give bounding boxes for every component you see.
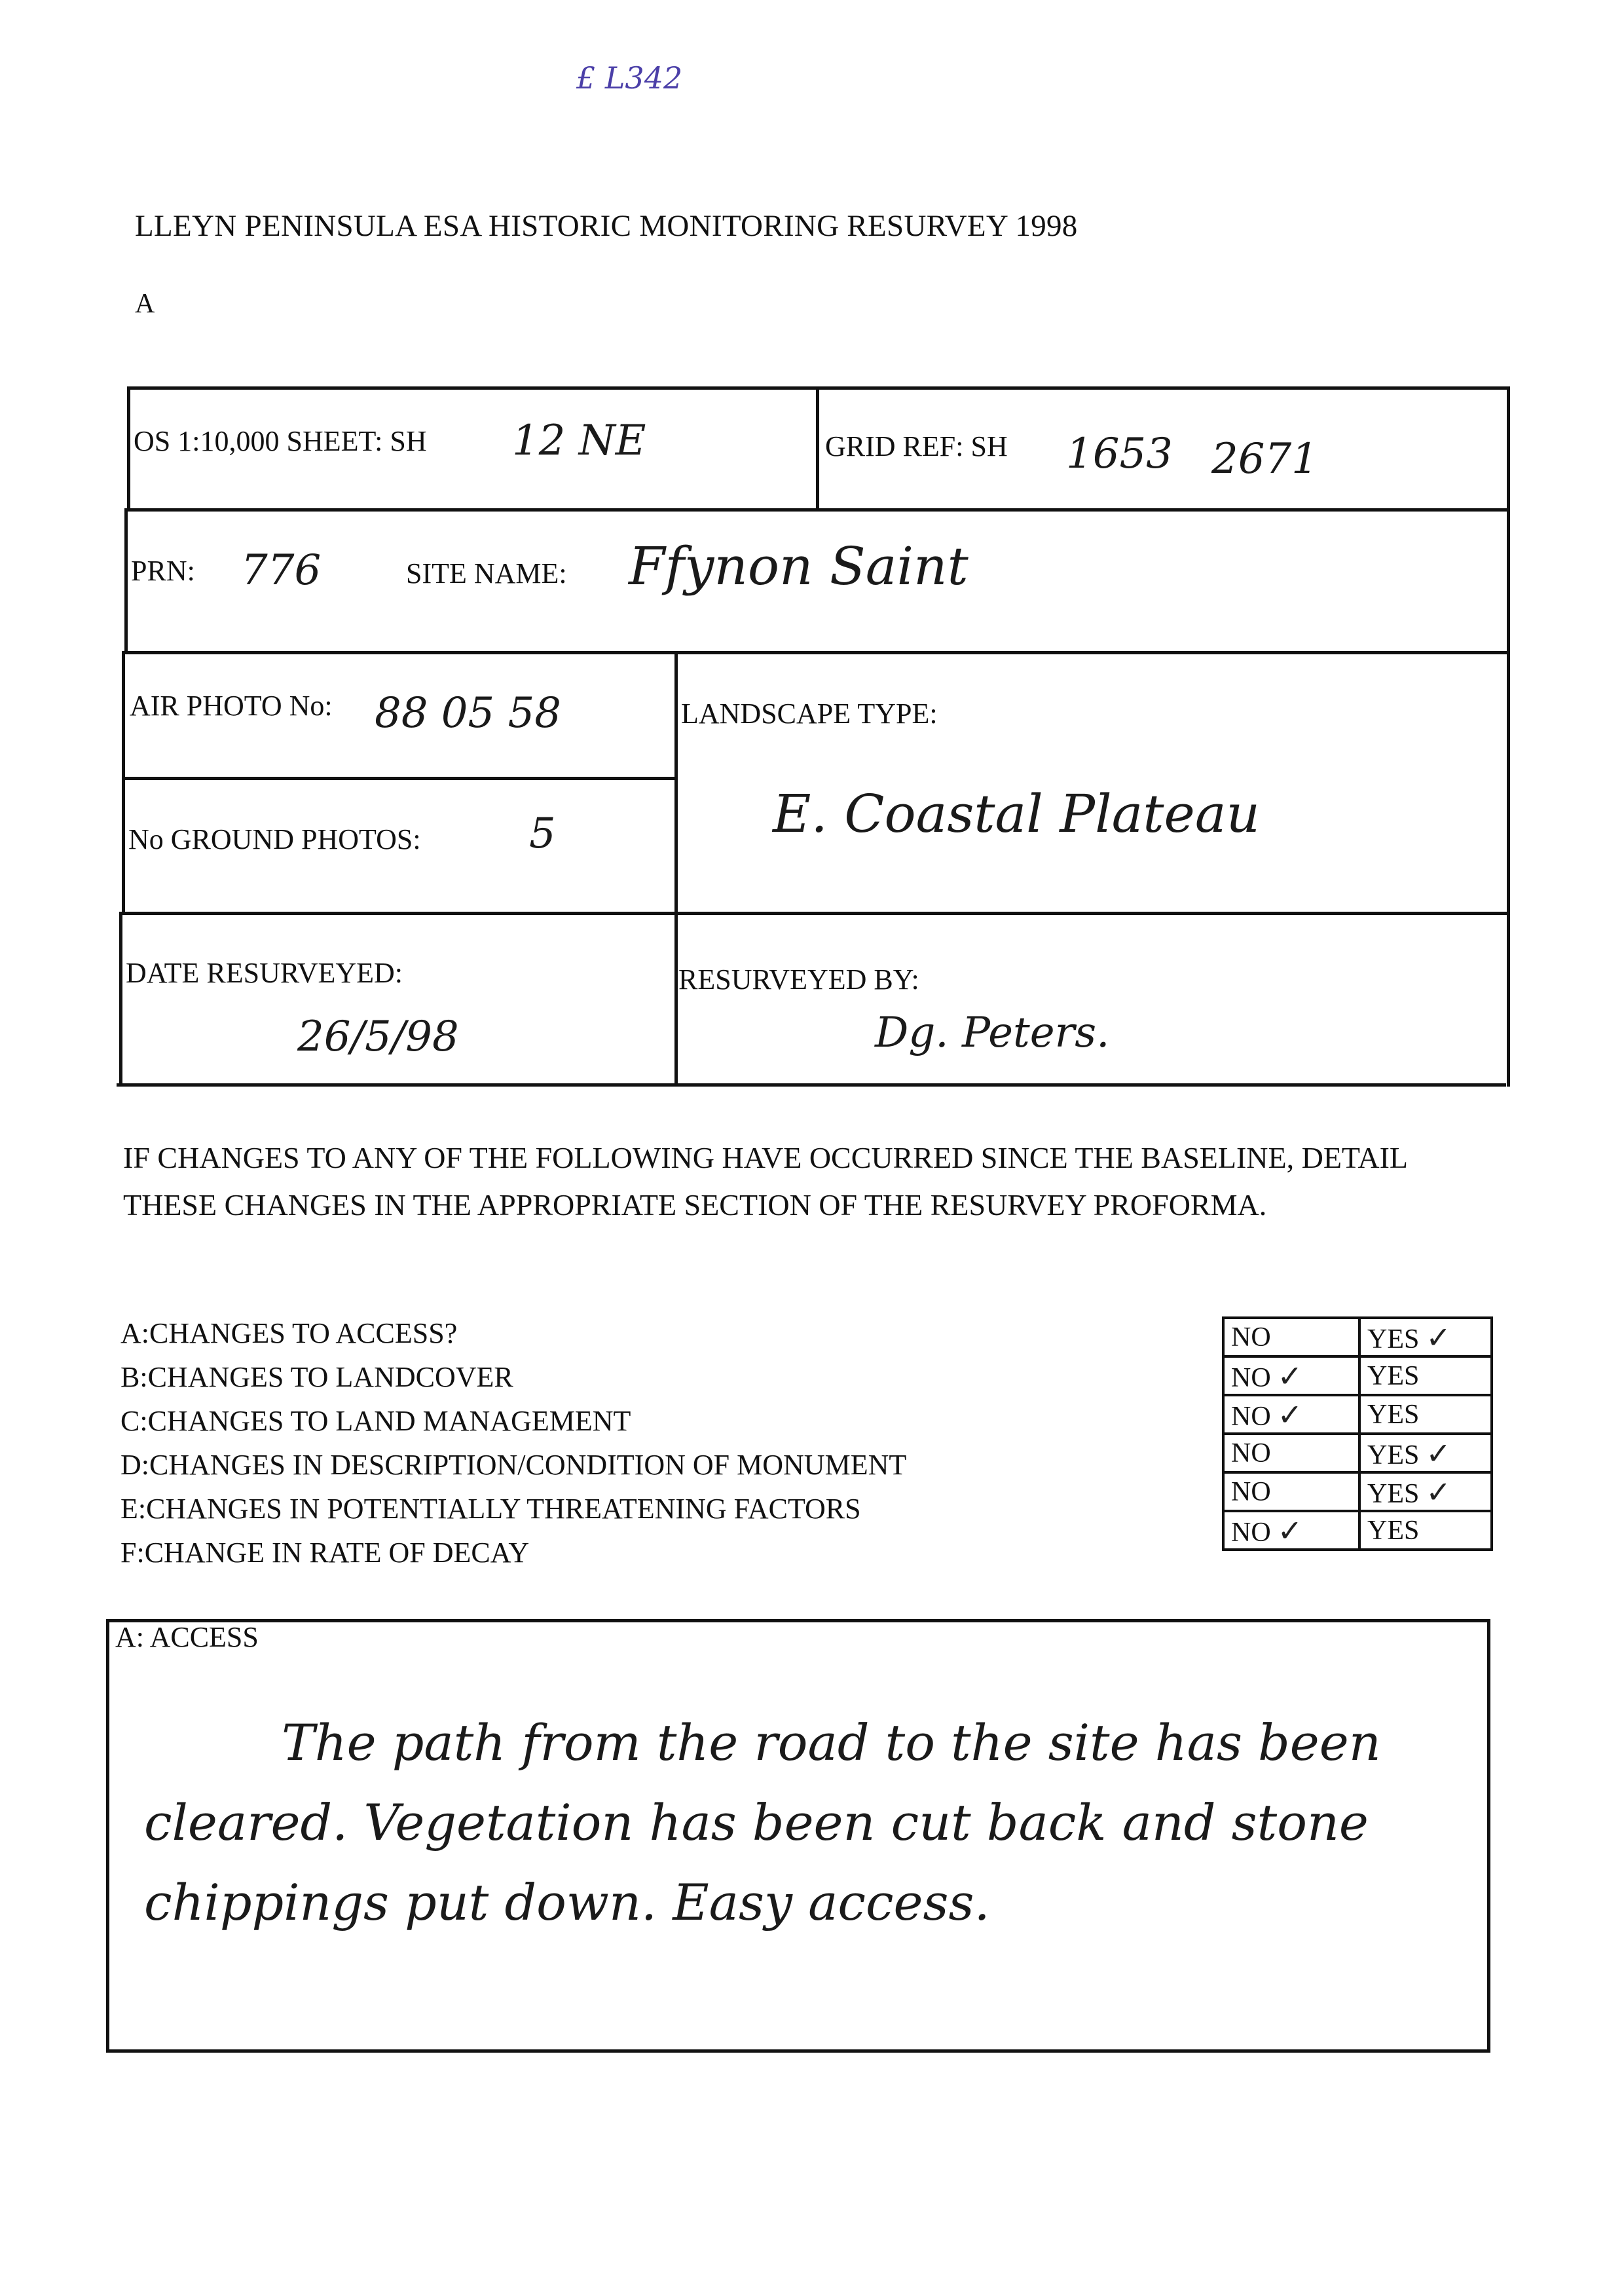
rule — [124, 508, 128, 654]
rule — [122, 777, 677, 780]
grid-ref-easting: 1653 — [1066, 430, 1173, 478]
change-questions-list — [120, 1311, 906, 1575]
question-threatening-factors: E:CHANGES IN POTENTIALLY THREATENING FACTORS — [120, 1493, 861, 1525]
grid-ref-label: GRID REF: SH — [825, 430, 1008, 462]
no-label: NO — [1231, 1517, 1271, 1548]
landscape-type-label: LANDSCAPE TYPE: — [681, 698, 938, 730]
yes-label: YES — [1367, 1478, 1420, 1509]
rule — [119, 912, 122, 1085]
access-notes-text: The path from the road to the site has been cleared. Vegetation has been cut back and stone chippings put down. Easy access. — [144, 1713, 1381, 1931]
no-cell[interactable] — [1223, 1472, 1359, 1511]
rule — [119, 912, 1510, 915]
no-label: NO — [1231, 1362, 1271, 1393]
answer-row — [1223, 1472, 1492, 1511]
no-label: NO — [1231, 1401, 1271, 1432]
yes-cell[interactable] — [1359, 1395, 1492, 1434]
answer-row — [1223, 1434, 1492, 1472]
prn-label: PRN: — [131, 555, 195, 587]
rule — [127, 386, 130, 511]
yes-cell[interactable] — [1359, 1511, 1492, 1550]
question-description-condition: D:CHANGES IN DESCRIPTION/CONDITION OF MONUMENT — [120, 1449, 907, 1481]
yes-label: YES — [1367, 1324, 1420, 1354]
no-label: NO — [1231, 1476, 1271, 1507]
landscape-type-value: E. Coastal Plateau — [773, 783, 1261, 844]
checkmark-icon: ✓ — [1277, 1396, 1303, 1432]
resurveyed-by-label: RESURVEYED BY: — [678, 963, 919, 996]
air-photo-label: AIR PHOTO No: — [130, 690, 333, 722]
rule — [674, 651, 678, 1086]
question-access: A:CHANGES TO ACCESS? — [120, 1317, 458, 1349]
yes-cell[interactable] — [1359, 1434, 1492, 1472]
date-resurveyed-value: 26/5/98 — [297, 1013, 459, 1061]
air-photo-value: 88 05 58 — [375, 689, 561, 737]
no-cell[interactable] — [1223, 1356, 1359, 1395]
ground-photos-label: No GROUND PHOTOS: — [128, 823, 421, 855]
yes-no-answer-table — [1222, 1316, 1493, 1551]
instructions-paragraph: IF CHANGES TO ANY OF THE FOLLOWING HAVE OCCURRED SINCE THE BASELINE, DETAIL THESE CHANGES IN THE APPROPRIATE SECTION OF THE RESURVEY PROFORMA. — [123, 1141, 1407, 1222]
no-label: NO — [1231, 1438, 1271, 1468]
question-rate-of-decay: F:CHANGE IN RATE OF DECAY — [120, 1537, 530, 1569]
answer-row — [1223, 1511, 1492, 1550]
form-letter: A — [135, 289, 155, 319]
site-name-value: Ffynon Saint — [629, 536, 969, 597]
resurveyed-by-value: Dg. Peters. — [875, 1009, 1110, 1057]
prn-value: 776 — [241, 546, 322, 595]
os-sheet-value: 12 NE — [512, 417, 646, 465]
yes-label: YES — [1367, 1440, 1420, 1470]
checkmark-icon: ✓ — [1277, 1512, 1303, 1548]
access-section-label: A: ACCESS — [115, 1621, 259, 1653]
no-label: NO — [1231, 1322, 1271, 1353]
form-title: LLEYN PENINSULA ESA HISTORIC MONITORING RESURVEY 1998 — [135, 209, 1078, 243]
grid-ref-northing: 2671 — [1211, 435, 1318, 483]
date-resurveyed-label: DATE RESURVEYED: — [126, 957, 403, 989]
rule — [1507, 386, 1510, 1087]
archive-reference-mark: £ L342 — [576, 60, 683, 96]
rule — [117, 1083, 1506, 1087]
yes-label: YES — [1367, 1399, 1420, 1430]
ground-photos-value: 5 — [529, 810, 556, 858]
yes-cell[interactable] — [1359, 1356, 1492, 1395]
answer-row — [1223, 1356, 1492, 1395]
yes-label: YES — [1367, 1515, 1420, 1546]
no-cell[interactable] — [1223, 1395, 1359, 1434]
rule — [122, 651, 125, 914]
question-landcover: B:CHANGES TO LANDCOVER — [120, 1361, 513, 1393]
yes-cell[interactable] — [1359, 1472, 1492, 1511]
checkmark-icon: ✓ — [1277, 1358, 1303, 1394]
checkmark-icon: ✓ — [1426, 1435, 1451, 1471]
no-cell[interactable] — [1223, 1434, 1359, 1472]
yes-label: YES — [1367, 1360, 1420, 1391]
no-cell[interactable] — [1223, 1318, 1359, 1356]
checkmark-icon: ✓ — [1426, 1319, 1451, 1355]
answer-row — [1223, 1395, 1492, 1434]
rule — [816, 386, 819, 511]
os-sheet-label: OS 1:10,000 SHEET: SH — [134, 425, 427, 457]
rule — [122, 651, 1510, 654]
checkmark-icon: ✓ — [1426, 1474, 1451, 1510]
question-land-management: C:CHANGES TO LAND MANAGEMENT — [120, 1405, 631, 1437]
answer-row — [1223, 1318, 1492, 1356]
no-cell[interactable] — [1223, 1511, 1359, 1550]
site-name-label: SITE NAME: — [406, 557, 567, 589]
yes-cell[interactable] — [1359, 1318, 1492, 1356]
